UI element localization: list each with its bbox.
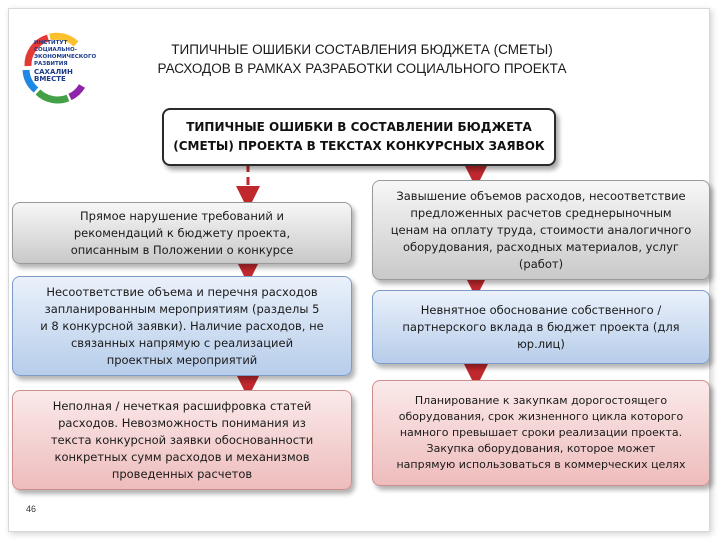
box-line: напрямую использоваться в коммерческих целях xyxy=(396,458,686,471)
box-line: Неполная / нечеткая расшифровка статей xyxy=(52,398,312,413)
box-line: и 8 конкурсной заявки). Наличие расходов, не xyxy=(40,318,324,333)
error-box-expensive-equipment xyxy=(372,380,710,486)
error-box-unclear-breakdown xyxy=(12,390,352,490)
slide-title-line-1: ТИПИЧНЫЕ ОШИБКИ СОСТАВЛЕНИЯ БЮДЖЕТА (СМЕТЫ) xyxy=(171,42,553,57)
logo-line-3: САХАЛИН ВМЕСТЕ xyxy=(34,68,73,83)
box-line: оборудования, расходных материалов, услуг xyxy=(403,239,679,254)
box-line: Планирование к закупкам дорогостоящего xyxy=(414,394,668,407)
error-box-overstated-costs xyxy=(372,180,710,280)
logo-line-1: ИНСТИТУТ СОЦИАЛЬНО- xyxy=(34,40,77,53)
box-line: запланированным мероприятиям (разделы 5 xyxy=(44,301,320,316)
main-heading-line-2: (СМЕТЫ) ПРОЕКТА В ТЕКСТАХ КОНКУРСНЫХ ЗАЯВОК xyxy=(173,139,545,153)
box-line: расходов. Невозможность понимания из xyxy=(58,415,306,430)
box-line: Невнятное обоснование собственного / xyxy=(420,302,662,317)
box-line: намного превышает сроки реализации проекта. xyxy=(399,426,683,439)
main-heading-line-1: ТИПИЧНЫЕ ОШИБКИ В СОСТАВЛЕНИИ БЮДЖЕТА xyxy=(186,120,532,134)
box-line: Несоответствие объема и перечня расходов xyxy=(46,284,318,299)
box-line: оборудования, срок жизненного цикла которого xyxy=(398,410,684,423)
box-line: ценам на оплату труда, стоимости аналогичного xyxy=(390,222,692,237)
box-line: Завышение объемов расходов, несоответствие xyxy=(396,188,686,203)
box-line: текста конкурсной заявки обоснованности xyxy=(50,432,314,447)
box-line: (работ) xyxy=(518,256,564,271)
logo-line-2: ЭКОНОМИЧЕСКОГО РАЗВИТИЯ xyxy=(34,54,97,67)
box-line: описанным в Положении о конкурсе xyxy=(70,242,294,257)
box-line: юр.лиц) xyxy=(517,336,565,351)
page-number: 46 xyxy=(26,504,37,514)
slide-title-line-2: РАСХОДОВ В РАМКАХ РАЗРАБОТКИ СОЦИАЛЬНОГО ПРОЕКТА xyxy=(157,61,567,76)
box-line: конкретных сумм расходов и механизмов xyxy=(54,449,310,464)
error-box-direct-violation xyxy=(12,202,352,264)
box-line: проектных мероприятий xyxy=(106,352,258,367)
box-line: предложенных расчетов среднерыночным xyxy=(410,205,672,220)
error-box-volume-mismatch xyxy=(12,276,352,376)
box-line: партнерского вклада в бюджет проекта (для xyxy=(402,319,680,334)
main-heading-box xyxy=(162,108,556,166)
error-box-own-contribution xyxy=(372,290,710,364)
box-line: Закупка оборудования, которое может xyxy=(426,442,656,455)
box-line: рекомендаций к бюджету проекта, xyxy=(73,225,291,240)
box-line: связанных напрямую с реализацией xyxy=(70,335,294,350)
box-line: Прямое нарушение требований и xyxy=(80,208,284,223)
box-line: проведенных расчетов xyxy=(111,466,253,481)
